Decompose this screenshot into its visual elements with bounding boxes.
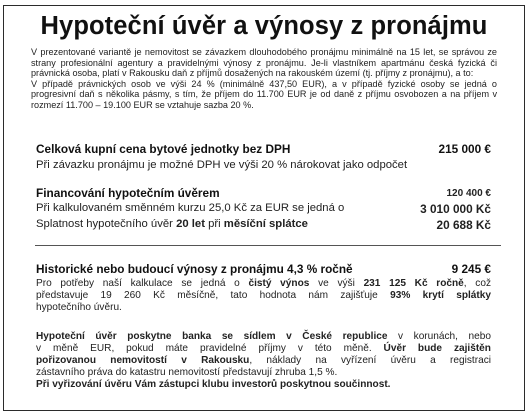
bank-eur-text: v měně EUR, pokud máte pravidelné příjmy v této měně.: [36, 343, 372, 355]
price-label: Celková kupní cena bytové jednotky bez DPH: [36, 142, 291, 156]
financing-value-eur: 120 400 €: [446, 188, 491, 199]
document-frame: [3, 5, 525, 411]
yield-text-a: Pro potřeby naší kalkulace se jedná o: [36, 278, 240, 289]
yield-text-c: ve výši: [318, 278, 355, 289]
monthly-yield-text: představuje 19 260 Kč měsíčně, tato hodnota nám zajišťuje: [36, 290, 378, 302]
yield-line-2: [36, 290, 491, 302]
exchange-text: Při kalkulovaném směnném kurzu 25,0 Kč za EUR se jedná o: [36, 202, 345, 214]
net-yield-label: čistý výnos: [248, 278, 310, 289]
coverage-value: 93% krytí splátky: [390, 290, 492, 302]
bank-line-1: [36, 331, 491, 343]
bank-heading: Hypoteční úvěr poskytne banka se sídlem v České republice: [36, 331, 388, 342]
monthly-payment-value: 20 688 Kč: [436, 218, 491, 232]
financing-value-czk: 3 010 000 Kč: [420, 202, 491, 216]
collateral-text: pořizovanou nemovitostí v Rakousku: [36, 355, 250, 367]
secured-text: Úvěr bude zajištěn: [383, 343, 491, 355]
repayment-mid: při: [208, 218, 221, 230]
repayment-label: měsíční splátce: [223, 218, 308, 230]
intro-paragraph-2: V případě právnických osob ve výši 24 % (minimálně 437,50 EUR), a v případě fyzické osoby se jedná o progresivní daň s několika pásmy, s tím, že příjem do 11.700 EUR je od daně z příjmu osvobozen a na příjem v rozmezí 11.700 – 19.100 EUR se vztahuje sazba 20 %.: [31, 78, 497, 110]
yield-line-3: hypotečního úvěru.: [36, 302, 122, 314]
repayment-years: 20 let: [176, 218, 205, 230]
bank-description: [36, 331, 491, 391]
costs-text: , náklady na vyřízení úvěru a registraci: [249, 355, 491, 367]
bank-line-2: [36, 343, 491, 355]
annual-yield-value: 231 125 Kč ročně: [363, 278, 464, 289]
bank-line-5: Při vyřizování úvěru Vám zástupci klubu investorů poskytnou součinnost.: [36, 379, 391, 391]
yield-line-1: [36, 278, 491, 290]
yield-text-e: , což: [463, 278, 491, 289]
intro-paragraph-1: V prezentované variantě je nemovitost se závazkem dlouhodobého pronájmu minimálně na 15 let, se správou ze strany profesionální agentury a pravidelnými výnosy z pronájmu. Je-li vlastníkem apartmánu česká fyzická či právnická osoba, platí v Rakousku daň z příjmů dosažených na rakouském území (tj. příjmy z pronájmu), a to:: [31, 47, 497, 79]
page-title: Hypoteční úvěr a výnosy z pronájmu: [40, 12, 488, 40]
financing-label: Financování hypotečním úvěrem: [36, 186, 220, 200]
section-divider: [35, 245, 501, 246]
yield-description: [36, 278, 491, 314]
vat-note: Při závazku pronájmu je možné DPH ve výši 20 % nárokovat jako odpočet: [36, 159, 408, 171]
intro-text: [31, 47, 497, 111]
bank-line-4: zástavního práva do katastru nemovitostí představují zhruba 1,5 %.: [36, 367, 338, 379]
repayment-prefix: Splatnost hypotečního úvěr: [36, 218, 173, 230]
bank-currency-text: v korunách, nebo: [398, 331, 491, 342]
price-value: 215 000 €: [438, 142, 491, 156]
yield-value: 9 245 €: [451, 262, 491, 276]
repayment-text: [36, 218, 308, 230]
yield-label: Historické nebo budoucí výnosy z pronájmu 4,3 % ročně: [36, 262, 353, 276]
bank-line-3: [36, 355, 491, 367]
